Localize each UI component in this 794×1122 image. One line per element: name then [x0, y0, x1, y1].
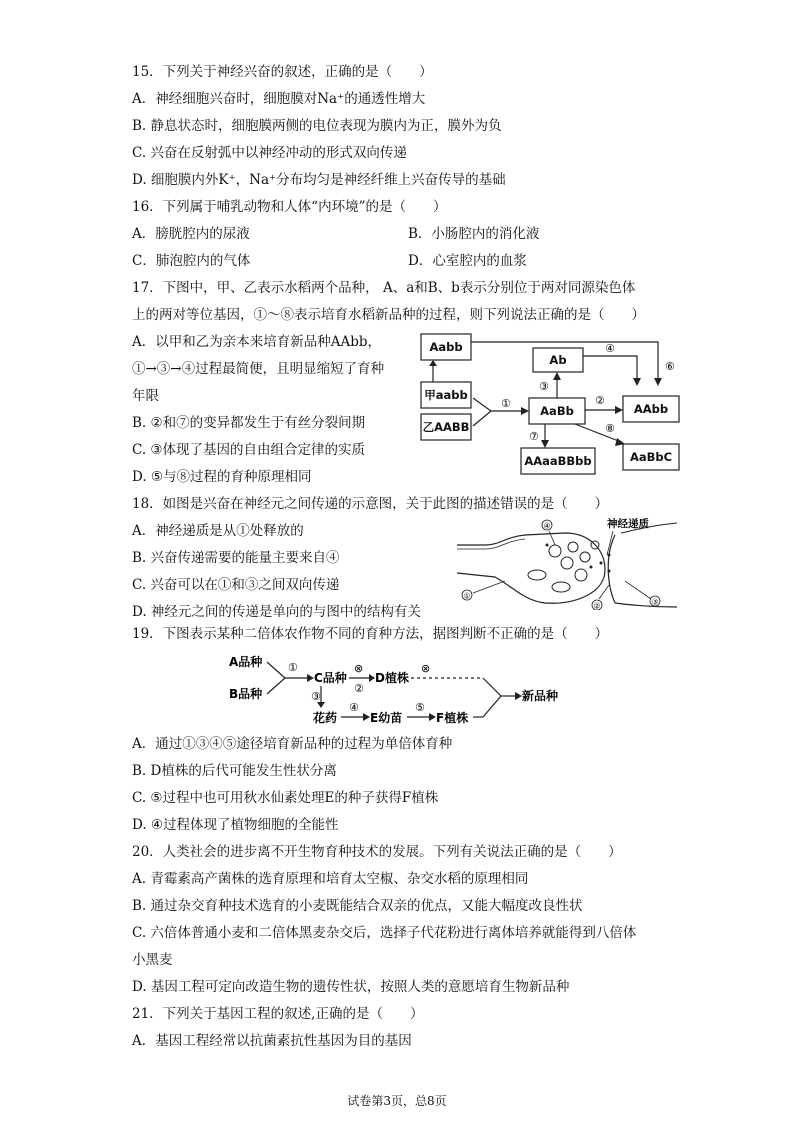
q18-option-b: B. 兴奋传递需要的能量主要来自④ [132, 550, 340, 566]
q19-step-3: ③ [311, 690, 321, 703]
synapse-label-2: ② [593, 601, 601, 610]
q20-option-b: B. 通过杂交育种技术选育的小麦既能结合双亲的优点，又能大幅度改良性状 [132, 898, 583, 914]
q15-option-c: C. 兴奋在反射弧中以神经冲动的形式双向传递 [132, 145, 407, 161]
step-7: ⑦ [529, 430, 539, 443]
q15-option-a: A．神经细胞兴奋时，细胞膜对Na⁺的通透性增大 [132, 91, 426, 107]
q17-stem-line1: 17．下图中，甲、乙表示水稻两个品种， A、a和B、b表示分别位于两对同源染色体 [132, 280, 636, 296]
synapse-label-4: ④ [543, 521, 551, 531]
q16-option-a: A．膀胱腔内的尿液 [132, 226, 250, 242]
q16-option-c: C．肺泡腔内的气体 [132, 253, 251, 269]
q19-option-c: C. ⑤过程中也可用秋水仙素处理E的种子获得F植株 [132, 790, 439, 806]
q18-synapse-diagram [455, 515, 680, 610]
q20-option-c-line1: C. 六倍体普通小麦和二倍体黑麦杂交后，选择子代花粉进行离体培养就能得到八倍体 [132, 925, 637, 941]
step-8: ⑧ [605, 422, 615, 435]
step-1: ① [501, 397, 511, 410]
label-Ab: Ab [549, 353, 567, 367]
q19-stem: 19．下图表示某种二倍体农作物不同的育种方法，据图判断不正确的是（ ） [132, 626, 609, 642]
step-4: ④ [605, 342, 615, 355]
label-d-plant: D植株 [375, 671, 409, 685]
q17-option-a-line1: A．以甲和乙为亲本来培育新品种AAbb， [132, 334, 382, 350]
q19-self-1: ⊗ [354, 662, 364, 675]
label-f-plant: F植株 [436, 711, 469, 725]
label-AaBb: AaBb [540, 404, 574, 418]
q20-stem: 20．人类社会的进步离不开生物育种技术的发展。下列有关说法正确的是（ ） [132, 844, 622, 860]
q15-stem: 15．下列关于神经兴奋的叙述，正确的是（ ） [132, 64, 433, 80]
q19-step-5: ⑤ [415, 701, 425, 714]
q18-option-c: C. 兴奋可以在①和③之间双向传递 [132, 577, 340, 593]
q16-option-d: D．心室腔内的血浆 [408, 253, 527, 269]
step-2: ② [595, 394, 605, 407]
synapse-label-3: ③ [651, 597, 659, 607]
q21-option-a: A．基因工程经常以抗菌素抗性基因为目的基因 [132, 1033, 412, 1049]
q17-option-d: D. ⑤与⑧过程的育种原理相同 [132, 469, 312, 485]
q19-option-a: A．通过①③④⑤途径培育新品种的过程为单倍体育种 [132, 736, 453, 752]
q17-option-b: B. ②和⑦的变异都发生于有丝分裂间期 [132, 415, 366, 431]
q19-self-2: ⊗ [421, 662, 431, 675]
label-AAaaBBbb: AAaaBBbb [524, 454, 592, 468]
synapse-label-transmitter: 神经递质 [607, 518, 649, 530]
step-3: ③ [539, 380, 549, 393]
q20-option-c-line2: 小黑麦 [132, 952, 173, 968]
q17-option-a-line2: ①→③→④过程最简便，且明显缩短了育种 [132, 361, 385, 377]
q15-option-b: B. 静息状态时，细胞膜两侧的电位表现为膜内为正，膜外为负 [132, 118, 502, 134]
q17-option-a-line3: 年限 [132, 388, 159, 404]
q19-option-b: B. D植株的后代可能发生性状分离 [132, 763, 337, 779]
q19-step-1: ① [288, 661, 298, 674]
label-AaBbC: AaBbC [629, 450, 673, 464]
q18-option-d: D. 神经元之间的传递是单向的与图中的结构有关 [132, 604, 421, 620]
q21-stem: 21．下列关于基因工程的叙述,正确的是（ ） [132, 1006, 424, 1022]
synapse-label-1: ① [463, 591, 471, 601]
q20-option-d: D. 基因工程可定向改造生物的遗传性状，按照人类的意愿培育生物新品种 [132, 979, 570, 995]
q18-stem: 18．如图是兴奋在神经元之间传递的示意图，关于此图的描述错误的是（ ） [132, 496, 609, 512]
q16-option-b: B．小肠腔内的消化液 [408, 226, 540, 242]
q17-breeding-diagram [415, 330, 690, 480]
q15-option-d: D. 细胞膜内外K⁺，Na⁺分布均匀是神经纤维上兴奋传导的基础 [132, 172, 506, 188]
label-c-variety: C品种 [314, 671, 347, 685]
q19-step-2: ② [354, 682, 364, 695]
q20-option-a: A. 青霉素高产菌株的选育原理和培育太空椒、杂交水稻的原理相同 [132, 871, 529, 887]
label-a-variety: A品种 [229, 655, 263, 669]
label-aabb: Aabb [429, 340, 463, 354]
q17-stem-line2: 上的两对等位基因，①～⑧表示培育水稻新品种的过程，则下列说法正确的是（ ） [132, 307, 645, 323]
label-e-seedling: E幼苗 [370, 711, 403, 725]
q19-breeding-diagram [225, 650, 575, 728]
page-footer: 试卷第3页，总8页 [347, 1094, 447, 1108]
label-new-variety: 新品种 [522, 689, 559, 703]
label-jia: 甲aabb [424, 388, 468, 402]
q16-stem: 16．下列属于哺乳动物和人体“内环境”的是（ ） [132, 199, 447, 215]
label-yi: 乙AABB [422, 420, 470, 434]
q19-step-4: ④ [349, 701, 359, 714]
q18-option-a: A．神经递质是从①处释放的 [132, 523, 304, 539]
q19-option-d: D. ④过程体现了植物细胞的全能性 [132, 817, 339, 833]
label-AAbb: AAbb [633, 402, 669, 416]
step-6: ⑥ [665, 360, 675, 373]
q17-option-c: C. ③体现了基因的自由组合定律的实质 [132, 442, 366, 458]
label-b-variety: B品种 [229, 687, 263, 701]
label-pollen: 花药 [313, 711, 338, 725]
